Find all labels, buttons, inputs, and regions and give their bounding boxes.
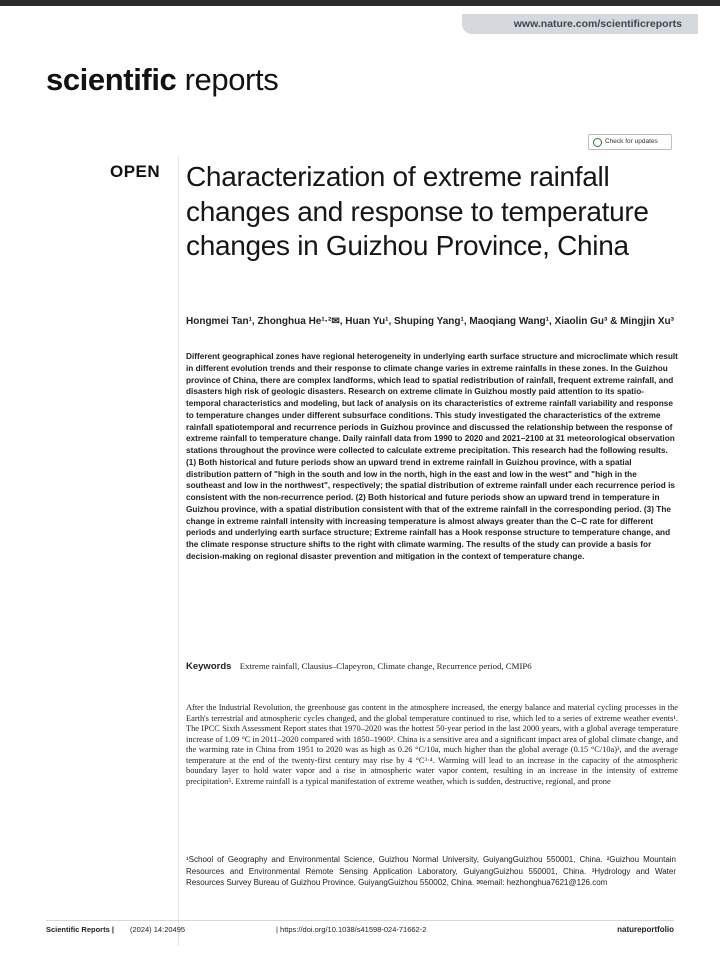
keywords-section	[186, 661, 678, 672]
footer-citation: (2024) 14:20495	[130, 925, 186, 934]
footer-doi-link[interactable]: | https://doi.org/10.1038/s41598-024-71662-2	[276, 925, 427, 934]
check-updates-label: Check for updates	[605, 138, 658, 145]
article-title: Characterization of extreme rainfall changes and response to temperature changes in Guizhou Province, China	[186, 161, 649, 261]
journal-logo	[46, 62, 278, 98]
keywords-label: Keywords	[186, 661, 232, 672]
affiliations: ¹School of Geography and Environmental Science, Guizhou Normal University, GuiyangGuizhou 550001, China. ²Guizhou Mountain Resources and Environmental Remote Sensing Application Laboratory, GuiyangGuizhou 550001, China. ³Hydrology and Water Resources Survey Bureau of Guizhou Province, GuiyangGuizhou 550002, China. ✉email: hezhonghua7621@126.com	[186, 855, 676, 887]
publisher-logo: natureportfolio	[617, 925, 674, 934]
check-updates-icon	[593, 138, 602, 147]
abstract: Different geographical zones have regional heterogeneity in underlying earth surface structure and microclimate which result in different evolution trends and their response to climate change varies in extreme rainfalls in these zones. In the Guizhou province of China, there are complex landforms, which lead to spatial redistribution of rainfall, frequent extreme rainfall, and disasters high risk of geologic disasters. Research on extreme climate in Guizhou mostly paid attention to its spatio-temporal characteristics and modeling, but lack of analysis on its characteristics of extreme rainfall variability and response to temperature changes under different subsurface conditions. This study investigated the characteristics of the extreme rainfall spatiotemporal and recurrence periods in Guizhou province and discussed the relationship between the response of extreme rainfall to temperature change. Daily rainfall data from 1990 to 2020 and 2021–2100 at 31 meteorological observation stations throughout the province were collected to calculate extreme precipitation. This research had the following results. (1) Both historical and future periods show an upward trend in extreme rainfall in Guizhou province, with a spatial distribution pattern of "high in the south and low in the north, high in the east and low in the west" and "high in the southeast and low in the northwest", respectively; the spatial distribution of extreme rainfall under each recurrence period is consistent with the non-recurrence period. (2) Both historical and future periods show an upward trend in temperature in Guizhou province, with a spatial distribution consistent with that of the extreme rainfall in the corresponding period. (3) The change in extreme rainfall intensity with increasing temperature is almost always greater than the C–C rate for different periods and underlying earth surface structure; Extreme rainfall has a Hook response structure to temperature change, and the climate response structure shifts to the right with climate warming. The results of the study can provide a basis for decision-making on regional disaster prevention and mitigation in the context of temperature change.	[186, 352, 678, 561]
column-divider	[178, 156, 179, 946]
footer-divider	[46, 920, 674, 921]
body-text: After the Industrial Revolution, the greenhouse gas content in the atmosphere increased, the energy balance and material cycling processes in the Earth's terrestrial and atmospheric cycles changed, and the global temperature continued to rise, which led to a series of extreme weather events¹. The IPCC Sixth Assessment Report states that 1970–2020 was the hottest 50-year period in the last 2000 years, with a global average temperature increase of 1.09 °C in 2011–2020 compared with 1850–1900². China is a sensitive area and a significant impact area of global climate change, and the warming rate in China from 1951 to 2020 was as high as 0.26 °C/10a, much higher than the global average (0.15 °C/10a)³, and the average temperature at the end of the twenty-first century may rise by 4 °C³·⁴. Warming will lead to an increase in the capacity of the atmospheric boundary layer to hold water vapor and a rise in atmospheric water vapor content, resulting in an increase in the intensity of extreme precipitation⁵. Extreme rainfall is a typical manifestation of extreme weather, which is sudden, destructive, regional, and prone	[186, 703, 678, 786]
journal-logo-light: reports	[184, 62, 279, 97]
check-for-updates-button[interactable]	[588, 134, 672, 150]
open-access-label: OPEN	[110, 162, 161, 181]
footer-journal: Scientific Reports |	[46, 925, 114, 934]
keywords-list: Extreme rainfall, Clausius–Clapeyron, Climate change, Recurrence period, CMIP6	[239, 661, 532, 671]
journal-logo-bold: scientific	[46, 62, 177, 97]
page-footer	[46, 925, 674, 939]
author-list: Hongmei Tan¹, Zhonghua He¹·²✉, Huan Yu¹, Shuping Yang¹, Maoqiang Wang¹, Xiaolin Gu³ & Mingjin Xu³	[186, 316, 674, 327]
top-bar	[0, 0, 720, 6]
journal-url[interactable]: www.nature.com/scientificreports	[462, 14, 698, 34]
